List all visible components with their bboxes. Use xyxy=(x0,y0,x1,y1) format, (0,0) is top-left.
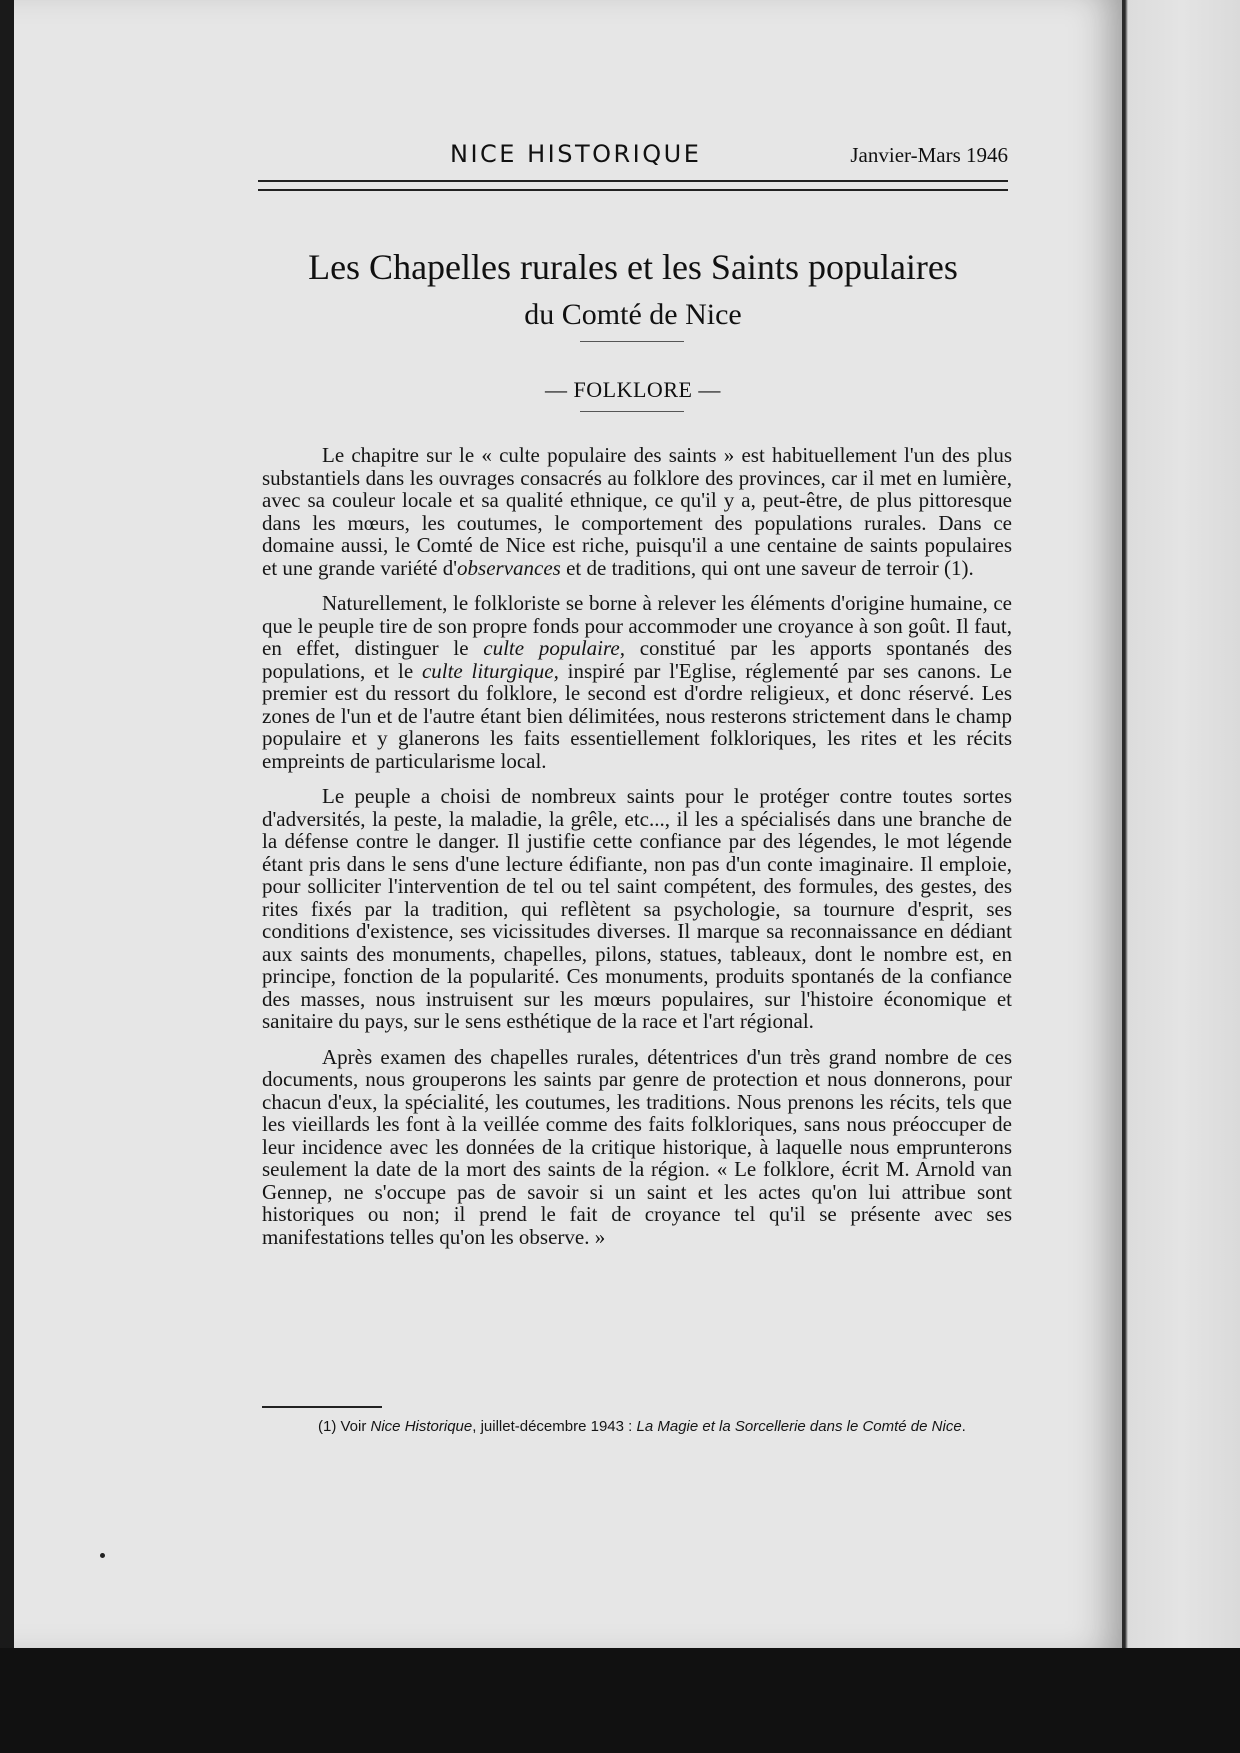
section-heading: — FOLKLORE — xyxy=(545,377,721,402)
italic-run: La Magie et la Sorcellerie dans le Comté de Nice xyxy=(636,1418,962,1435)
title-rule xyxy=(580,341,684,342)
journal-title: NICE HISTORIQUE xyxy=(450,140,702,168)
italic-run: culte populaire, xyxy=(483,636,625,660)
ink-speck xyxy=(100,1553,105,1558)
scan-border xyxy=(0,1648,1240,1753)
italic-run: Nice Historique xyxy=(370,1418,473,1435)
title-line-1: Les Chapelles rurales et les Saints populaires xyxy=(308,247,958,287)
article-body xyxy=(262,444,1012,1261)
text-run: inspiré par l'Eglise, réglementé par ses canons. Le premier est du ressort du folklore, le second est d'ordre religieux, et donc réservé. Les zones de l'un et de l'autre étant bien délimitées, nous resterons strictement dans le champ populaire et y glanerons les faits essentiellement folkloriques, les rites et les récits empreints de particularisme local. xyxy=(262,658,1012,773)
paragraph-2 xyxy=(262,592,1012,772)
footnote-rule xyxy=(262,1406,382,1408)
article-title xyxy=(258,244,1008,334)
issue-date: Janvier-Mars 1946 xyxy=(850,143,1008,167)
text-run: Naturellement, le folkloriste se borne à relever les éléments d'origine humaine, ce que le peuple tire de son propre fonds pour accommoder une croyance à son goût. Il faut, en effet, distinguer le xyxy=(262,591,1012,660)
text-run: (1) Voir xyxy=(318,1418,371,1435)
paragraph-3: Le peuple a choisi de nombreux saints pour le protéger contre toutes sortes d'adversités, la peste, la maladie, la grêle, etc..., il les a spécialisés dans une branche de la défense contre le danger. Il justifie cette confiance par des légendes, le mot légende étant pris dans le sens d'une lecture édifiante, non pas d'un conte imaginaire. Il emploie, pour solliciter l'intervention de tel ou tel saint compétent, des formules, des gestes, des rites fixés par la tradition, qui reflètent sa psychologie, sa tournure d'esprit, ses conditions d'existence, ses vicissitudes diverses. Il marque sa reconnaissance en dédiant aux saints des monuments, chapelles, pilons, statues, tableaux, dont le nombre est, en principe, fonction de la popularité. Ces monuments, produits spontanés de la confiance des masses, nous instruisent sur les mœurs populaires, sur l'histoire économique et sanitaire du pays, sur le sens esthétique de la race et l'art régional. xyxy=(262,784,1012,1033)
text-run: et de traditions, qui ont une saveur de terroir (1). xyxy=(560,555,974,580)
text-run: . xyxy=(961,1418,966,1435)
next-page-edge xyxy=(1122,0,1240,1648)
text-run: Le chapitre sur le « culte populaire des saints » est habituellement l'un des plus substantiels dans les ouvrages consacrés au folklore des provinces, car il met en lumière, avec sa couleur locale et sa qualité ethnique, ce qu'il y a, peut-être, de plus pittoresque dans les mœurs, les coutumes, le comportement des populations rurales. Dans ce domaine aussi, le Comté de Nice est riche, puisqu'il a une centaine de saints populaires et une grande variété d' xyxy=(262,443,1012,580)
text-run: constitué par les apports spontanés des populations, et le xyxy=(262,636,1012,683)
italic-run: observances xyxy=(457,555,561,580)
paragraph-4: Après examen des chapelles rurales, détentrices d'un très grand nombre de ces documents, nous grouperons les saints par genre de protection et nous donnerons, pour chacun d'eux, la spécialité, les coutumes, les traditions. Nous prenons les récits, tels que les vieillards les font à la veillée comme des faits folkloriques, sans nous préoccuper de leur incidence avec les données de la critique historique, à laquelle nous emprunterons seulement la date de la mort des saints de la région. « Le folklore, écrit M. Arnold van Gennep, ne s'occupe pas de savoir si un saint et les actes qu'on lui attribue sont historiques ou non; il prend le fait de croyance tel qu'il se présente avec ses manifestations telles qu'on les observe. » xyxy=(262,1044,1012,1249)
text-run: , juillet-décembre 1943 : xyxy=(472,1418,637,1435)
paragraph-1 xyxy=(262,444,1012,579)
section-rule xyxy=(580,411,684,412)
running-header xyxy=(258,140,1008,180)
header-double-rule xyxy=(258,180,1008,191)
footnote xyxy=(262,1415,1022,1439)
title-line-2: du Comté de Nice xyxy=(524,297,742,331)
italic-run: culte liturgique, xyxy=(421,658,559,683)
